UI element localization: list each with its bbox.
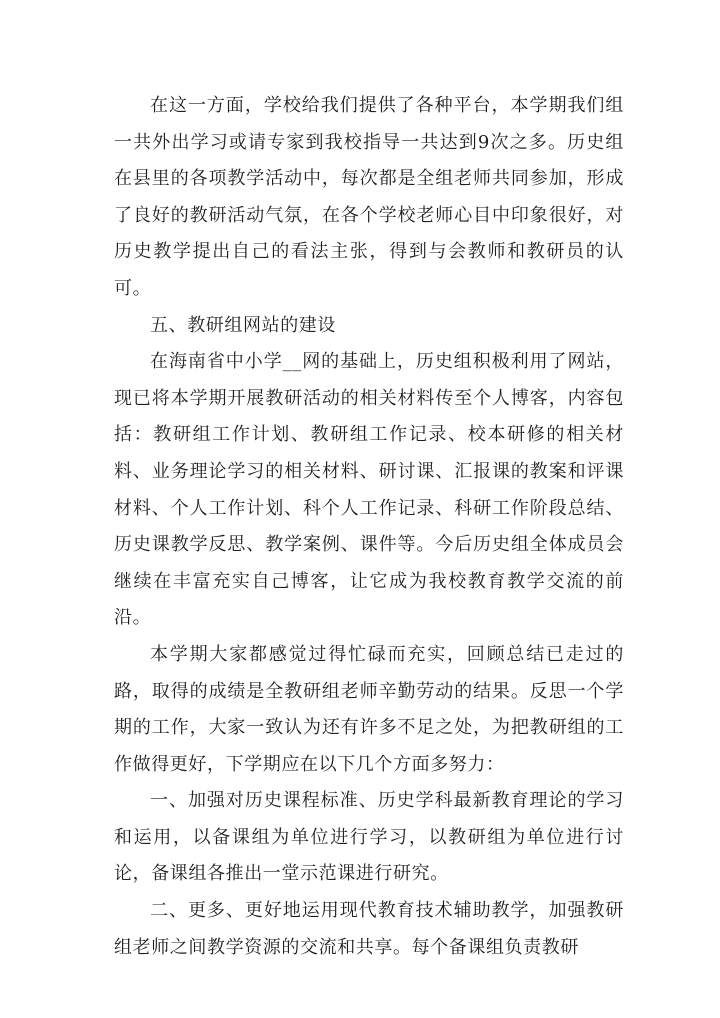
paragraph-platforms: 在这一方面，学校给我们提供了各种平台，本学期我们组一共外出学习或请专家到我校指导一共达到9次之多。历史组在县里的各项教学活动中，每次都是全组老师共同参加，形成了良好的教研活动气氛，在各个学校老师心目中印象很好，对历史教学提出自己的看法主张，得到与会教师和教研员的认可。 bbox=[114, 95, 624, 299]
paragraph-plan-item-1: 一、加强对历史课程标准、历史学科最新教育理论的学习和运用，以备课组为单位进行学习，以教研组为单位进行讨论，备课组各推出一堂示范课进行研究。 bbox=[114, 790, 624, 885]
paragraph-reflection: 本学期大家都感觉过得忙碌而充实，回顾总结已走过的路，取得的成绩是全教研组老师辛勤劳动的结果。反思一个学期的工作，大家一致认为还有许多不足之处，为把教研组的工作做得更好，下学期应在以下几个方面多努力： bbox=[114, 643, 624, 775]
document-body bbox=[114, 88, 624, 966]
paragraph-website: 在海南省中小学__网的基础上，历史组积极利用了网站，现已将本学期开展教研活动的相关材料传至个人博客，内容包括：教研组工作计划、教研组工作记录、校本研修的相关材料、业务理论学习的相关材料、研讨课、汇报课的教案和评课材料、个人工作计划、科个人工作记录、科研工作阶段总结、历史课教学反思、教学案例、课件等。今后历史组全体成员会继续在丰富充实自己博客，让它成为我校教育教学交流的前沿。 bbox=[114, 351, 624, 629]
section-heading-website: 五、教研组网站的建设 bbox=[150, 314, 336, 336]
paragraph-plan-item-2: 二、更多、更好地运用现代教育技术辅助教学，加强教研组老师之间教学资源的交流和共享。每个备课组负责教研 bbox=[114, 900, 624, 958]
